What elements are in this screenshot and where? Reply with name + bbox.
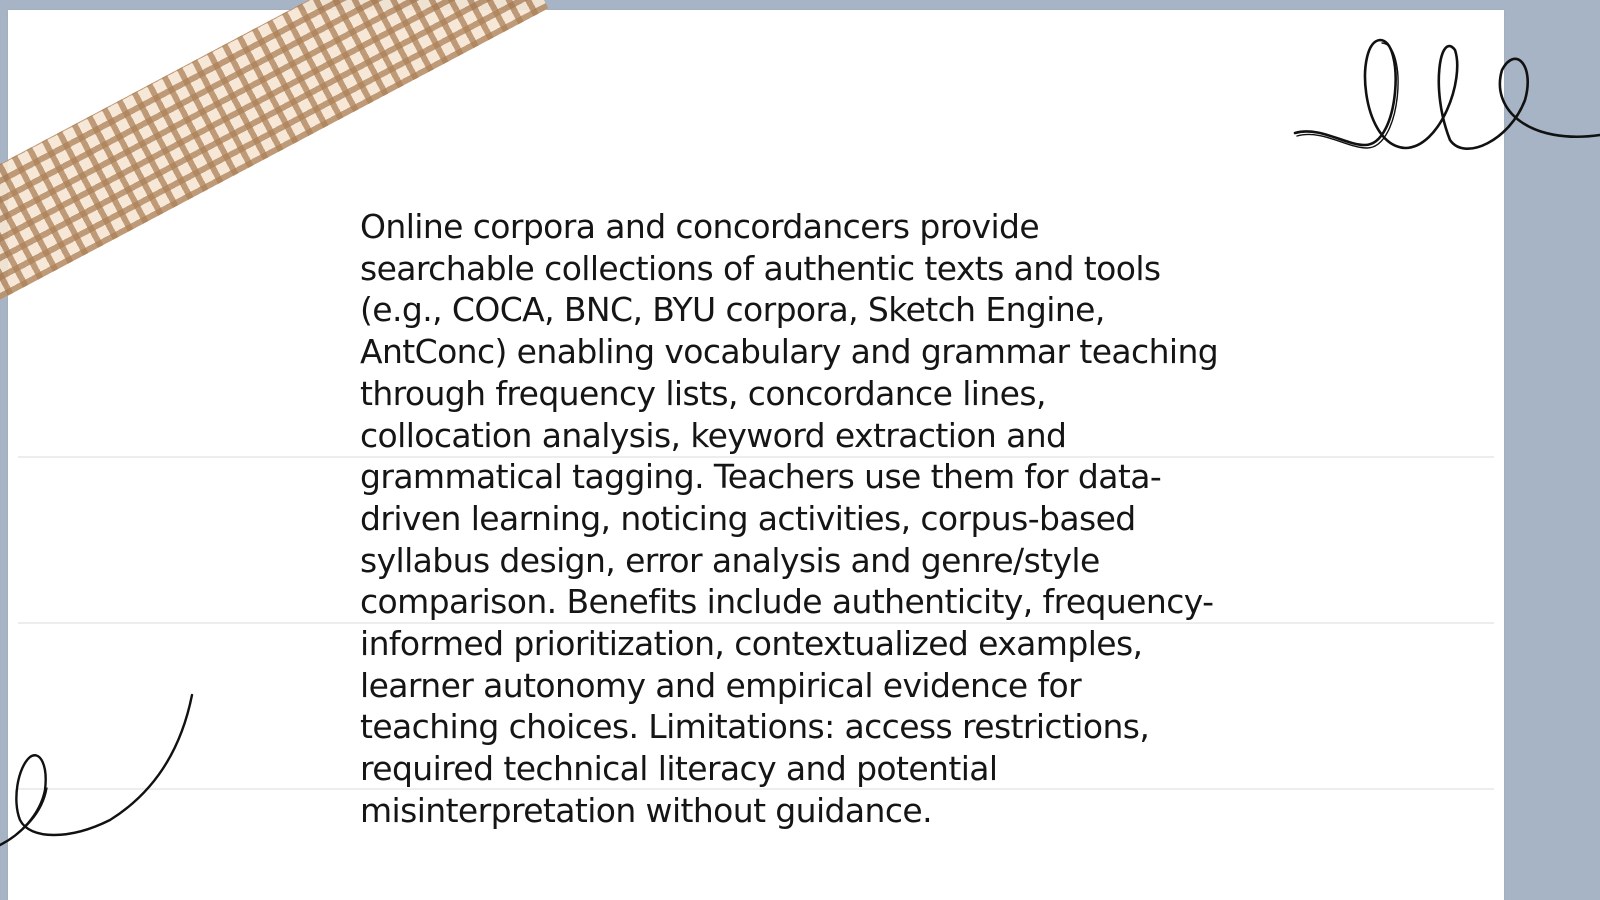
body-paragraph: Online corpora and concordancers provide searchable collections of authentic texts and tools (e.g., COCA, BNC, BYU corpora, Sketch Engine, AntConc) enabling vocabulary and grammar teaching through frequency lists, concordance lines, collocation analysis, keyword extraction and grammatical tagging. Teachers use them for data- driven learning, noticing activities, corpus-based syllabus design, error analysis and genre/style comparison. Benefits include authenticity, frequency- informed prioritization, contextualized examples, learner autonomy and empirical evidence for teaching choices. Limitations: access restrictions, required technical literacy and potential misinterpretation without guidance. xyxy=(360,207,1219,830)
squiggle-check-bottom-left xyxy=(0,695,200,855)
squiggle-loop-top-right xyxy=(1290,30,1600,170)
